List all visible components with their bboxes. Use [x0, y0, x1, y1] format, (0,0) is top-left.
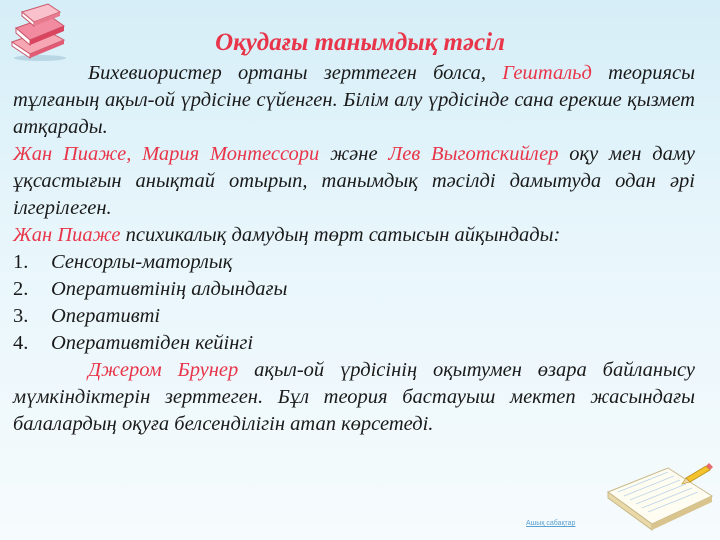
- paragraph-text: психикалық дамудың төрт сатысын айқындады:: [120, 224, 561, 246]
- paragraph-text: ақыл-ой үрдісінің оқытумен өзара байланысу мүмкіндіктерін зерттеген. Бұл теория бастауыш мектеп жасындағы балалардың оқуға белсенділігін атап көрсетеді.: [13, 359, 695, 435]
- paragraph-text: және: [319, 143, 389, 165]
- slide-title: Оқудағы танымдық тәсіл: [215, 29, 505, 56]
- list-text: Сенсорлы-маторлық: [51, 251, 233, 273]
- list-text: Оперативтінің алдындағы: [51, 278, 288, 300]
- paragraph-text: теориясы тұлғаның ақыл-ой үрдісіне сүйенген. Білім алу үрдісінде сана ерекше қызмет атқарады.: [13, 62, 695, 138]
- highlight-piaget-montessori: Жан Пиаже, Мария Монтессори: [13, 143, 320, 165]
- paragraph-text: оқу мен даму ұқсастығын анықтай отырып, танымдық тәсілді дамытуда одан әрі ілгерілеген.: [13, 143, 696, 219]
- list-item: [13, 330, 695, 357]
- paragraph-stages-intro: [13, 222, 695, 249]
- list-number: 1.: [13, 251, 29, 273]
- highlight-bruner: Джером Брунер: [88, 359, 239, 381]
- paragraph-piaget-montessori: [13, 141, 695, 222]
- list-item: [13, 276, 695, 303]
- list-item: [13, 303, 695, 330]
- highlight-vygotsky: Лев Выготскийлер: [388, 143, 559, 165]
- notebook-pencil-icon: [598, 462, 716, 538]
- list-number: 3.: [13, 305, 29, 327]
- paragraph-gestalt: [13, 60, 695, 141]
- highlight-piaget: Жан Пиаже: [13, 224, 121, 246]
- list-number: 2.: [13, 278, 29, 300]
- paragraph-bruner: [13, 357, 695, 438]
- highlight-gestalt: Гештальд: [502, 62, 592, 84]
- stages-list: [13, 249, 695, 357]
- paragraph-text: Бихевиористер ортаны зерттеген болса,: [88, 62, 503, 84]
- footer-link[interactable]: Ашық сабақтар: [526, 520, 576, 527]
- list-item: [13, 249, 695, 276]
- list-text: Оперативті: [51, 305, 161, 327]
- slide-body: [13, 60, 695, 438]
- list-text: Оперативтіден кейінгі: [51, 332, 254, 354]
- list-number: 4.: [13, 332, 29, 354]
